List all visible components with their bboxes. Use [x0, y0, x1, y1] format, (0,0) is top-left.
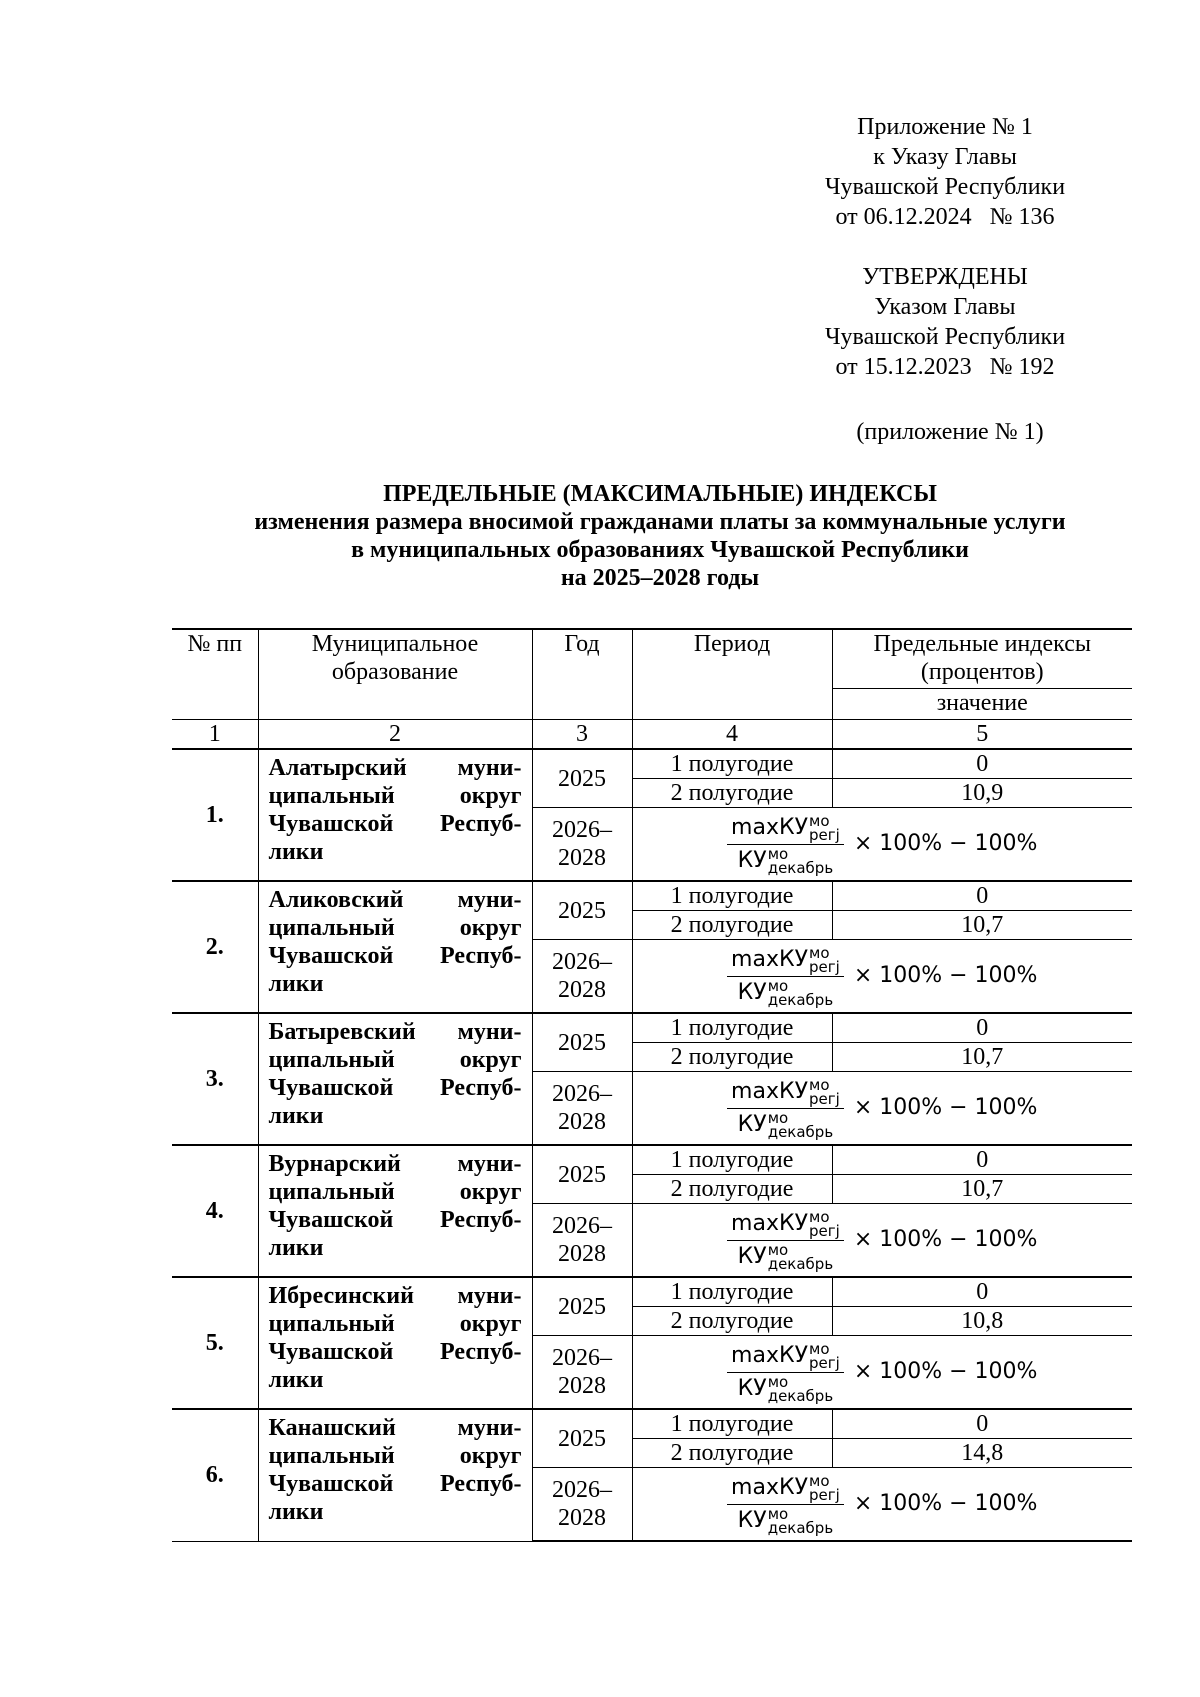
table-row — [172, 1145, 1132, 1175]
formula-cell — [632, 808, 1132, 882]
year-2025: 2025 — [532, 1013, 632, 1072]
formula-den-sup: мо — [767, 976, 789, 995]
index-formula — [727, 1204, 1037, 1276]
mo-name-line: Вурнарский муни- — [268, 1151, 522, 1177]
formula-denominator — [734, 1373, 838, 1403]
formula-num-base: maxКУ — [731, 946, 808, 972]
formula-num-sub: регj — [809, 1089, 840, 1108]
formula-num-base: maxКУ — [731, 814, 808, 840]
approval-line: от 06.12.2024 № 136 — [835, 204, 1055, 230]
indices-table — [172, 628, 1132, 1542]
formula-numerator — [727, 1471, 844, 1505]
title-line: на 2025–2028 годы — [560, 565, 760, 591]
table-row — [172, 1277, 1132, 1307]
formula-num-sub: регj — [809, 1221, 840, 1240]
row-number: 1. — [172, 749, 258, 881]
formula-numerator — [727, 1339, 844, 1373]
year-2025: 2025 — [532, 749, 632, 808]
year-2025: 2025 — [532, 1277, 632, 1336]
mo-name-line: Алатырский муни- — [268, 755, 522, 781]
formula-cell — [632, 1468, 1132, 1542]
row-number: 6. — [172, 1409, 258, 1541]
formula-numerator — [727, 1075, 844, 1109]
formula-denominator — [734, 1241, 838, 1271]
formula-den-sup: мо — [767, 1504, 789, 1523]
period-first-half: 1 полугодие — [632, 749, 832, 779]
formula-den-sub: декабрь — [767, 858, 834, 877]
municipality-name — [258, 749, 532, 881]
formula-denominator — [734, 845, 838, 875]
header-period: Период — [632, 629, 832, 720]
formula-num-sub: регj — [809, 825, 840, 844]
approval-line: от 15.12.2023 № 192 — [835, 354, 1055, 380]
value-second-half: 10,7 — [832, 911, 1132, 940]
formula-numerator — [727, 1207, 844, 1241]
period-second-half: 2 полугодие — [632, 1307, 832, 1336]
mo-name-line: Чувашской Респуб- — [268, 1075, 522, 1101]
table-row — [172, 1409, 1132, 1439]
formula-tail: × 100% − 100% — [853, 831, 1038, 856]
formula-num-sup: мо — [809, 811, 830, 830]
mo-name-line: ципальный округ — [268, 1311, 522, 1337]
value-second-half: 10,9 — [832, 779, 1132, 808]
formula-fraction — [727, 1075, 844, 1141]
period-first-half: 1 полугодие — [632, 1145, 832, 1175]
index-formula — [727, 808, 1037, 880]
mo-name-line: Чувашской Респуб- — [268, 943, 522, 969]
mo-name-line: Чувашской Респуб- — [268, 1207, 522, 1233]
value-second-half: 10,7 — [832, 1175, 1132, 1204]
col-number: 4 — [632, 720, 832, 750]
formula-den-sup: мо — [767, 1240, 789, 1259]
formula-den-base: КУ — [737, 1375, 767, 1401]
formula-cell — [632, 940, 1132, 1014]
year-range: 2026–2028 — [532, 940, 632, 1014]
value-second-half: 14,8 — [832, 1439, 1132, 1468]
mo-name-line: Чувашской Респуб- — [268, 1339, 522, 1365]
annex-reference: (приложение № 1) — [856, 419, 1044, 445]
formula-num-sub: регj — [809, 957, 840, 976]
mo-name-line: Ибресинский муни- — [268, 1283, 522, 1309]
mo-name-line: ципальный округ — [268, 783, 522, 809]
year-range: 2026–2028 — [532, 1204, 632, 1278]
index-formula — [727, 1336, 1037, 1408]
mo-name-line: Чувашской Респуб- — [268, 811, 522, 837]
formula-den-sub: декабрь — [767, 1518, 834, 1537]
value-second-half: 10,7 — [832, 1043, 1132, 1072]
value-first-half: 0 — [832, 1013, 1132, 1043]
mo-name-line: Батыревский муни- — [268, 1019, 522, 1045]
table-row — [172, 881, 1132, 911]
value-first-half: 0 — [832, 1277, 1132, 1307]
year-range: 2026–2028 — [532, 808, 632, 882]
formula-numerator — [727, 943, 844, 977]
mo-name-line: Аликовский муни- — [268, 887, 522, 913]
col-number: 2 — [258, 720, 532, 750]
formula-num-sup: мо — [809, 1207, 830, 1226]
header-limits: Предельные индексы (процентов) — [832, 629, 1132, 689]
mo-name-line: лики — [268, 971, 324, 997]
formula-denominator — [734, 1109, 838, 1139]
period-second-half: 2 полугодие — [632, 779, 832, 808]
mo-name-line: лики — [268, 1235, 324, 1261]
formula-fraction — [727, 1339, 844, 1405]
value-first-half: 0 — [832, 1145, 1132, 1175]
row-number: 5. — [172, 1277, 258, 1409]
mo-name-line: ципальный округ — [268, 1179, 522, 1205]
formula-cell — [632, 1072, 1132, 1146]
period-first-half: 1 полугодие — [632, 1409, 832, 1439]
header-mo: Муниципальное образование — [258, 629, 532, 720]
mo-name-line: Канашский муни- — [268, 1415, 522, 1441]
document-title — [170, 480, 1150, 592]
formula-tail: × 100% − 100% — [853, 963, 1038, 988]
formula-tail: × 100% − 100% — [853, 1227, 1038, 1252]
formula-tail: × 100% − 100% — [853, 1095, 1038, 1120]
value-first-half: 0 — [832, 749, 1132, 779]
formula-den-sup: мо — [767, 1372, 789, 1391]
col-number: 3 — [532, 720, 632, 750]
period-first-half: 1 полугодие — [632, 1277, 832, 1307]
formula-num-sup: мо — [809, 1471, 830, 1490]
approval-line: Чувашской Республики — [824, 324, 1066, 350]
period-first-half: 1 полугодие — [632, 1013, 832, 1043]
formula-den-sub: декабрь — [767, 990, 834, 1009]
mo-name-line: Чувашской Респуб- — [268, 1471, 522, 1497]
row-number: 4. — [172, 1145, 258, 1277]
formula-cell — [632, 1336, 1132, 1410]
header-value: значение — [832, 689, 1132, 720]
formula-num-sub: регj — [809, 1485, 840, 1504]
index-formula — [727, 1468, 1037, 1540]
year-2025: 2025 — [532, 881, 632, 940]
row-number: 2. — [172, 881, 258, 1013]
formula-fraction — [727, 943, 844, 1009]
year-2025: 2025 — [532, 1409, 632, 1468]
period-second-half: 2 полугодие — [632, 911, 832, 940]
index-formula — [727, 940, 1037, 1012]
value-first-half: 0 — [832, 881, 1132, 911]
formula-den-base: КУ — [737, 1243, 767, 1269]
formula-num-base: maxКУ — [731, 1210, 808, 1236]
formula-fraction — [727, 1471, 844, 1537]
formula-den-base: КУ — [737, 979, 767, 1005]
formula-den-sub: декабрь — [767, 1254, 834, 1273]
approval-line: УТВЕРЖДЕНЫ — [862, 264, 1028, 290]
year-range: 2026–2028 — [532, 1468, 632, 1542]
table-row — [172, 1013, 1132, 1043]
formula-num-sup: мо — [809, 943, 830, 962]
mo-name-line: ципальный округ — [268, 1443, 522, 1469]
mo-name-line: ципальный округ — [268, 1047, 522, 1073]
title-line: изменения размера вносимой гражданами платы за коммунальные услуги — [254, 509, 1066, 535]
col-number: 1 — [172, 720, 258, 750]
formula-den-base: КУ — [737, 847, 767, 873]
row-number: 3. — [172, 1013, 258, 1145]
period-second-half: 2 полугодие — [632, 1043, 832, 1072]
period-second-half: 2 полугодие — [632, 1439, 832, 1468]
formula-cell — [632, 1204, 1132, 1278]
formula-num-base: maxКУ — [731, 1474, 808, 1500]
mo-name-line: лики — [268, 1367, 324, 1393]
approval-line: к Указу Главы — [873, 144, 1017, 170]
header-year: Год — [532, 629, 632, 720]
col-number: 5 — [832, 720, 1132, 750]
formula-den-sub: декабрь — [767, 1122, 834, 1141]
municipality-name — [258, 881, 532, 1013]
value-first-half: 0 — [832, 1409, 1132, 1439]
header-num: № пп — [172, 629, 258, 720]
formula-tail: × 100% − 100% — [853, 1491, 1038, 1516]
year-2025: 2025 — [532, 1145, 632, 1204]
title-line: ПРЕДЕЛЬНЫЕ (МАКСИМАЛЬНЫЕ) ИНДЕКСЫ — [383, 481, 937, 507]
period-first-half: 1 полугодие — [632, 881, 832, 911]
formula-num-sup: мо — [809, 1075, 830, 1094]
index-formula — [727, 1072, 1037, 1144]
formula-den-base: КУ — [737, 1111, 767, 1137]
municipality-name — [258, 1409, 532, 1541]
year-range: 2026–2028 — [532, 1336, 632, 1410]
municipality-name — [258, 1277, 532, 1409]
formula-num-sub: регj — [809, 1353, 840, 1372]
formula-numerator — [727, 811, 844, 845]
period-second-half: 2 полугодие — [632, 1175, 832, 1204]
approval-line: Чувашской Республики — [824, 174, 1066, 200]
formula-den-sup: мо — [767, 844, 789, 863]
mo-name-line: лики — [268, 1499, 324, 1525]
approval-line: Указом Главы — [874, 294, 1016, 320]
municipality-name — [258, 1013, 532, 1145]
table-row — [172, 749, 1132, 779]
title-line: в муниципальных образованиях Чувашской Республики — [351, 537, 969, 563]
municipality-name — [258, 1145, 532, 1277]
formula-denominator — [734, 1505, 838, 1535]
value-second-half: 10,8 — [832, 1307, 1132, 1336]
formula-num-sup: мо — [809, 1339, 830, 1358]
formula-num-base: maxКУ — [731, 1078, 808, 1104]
mo-name-line: лики — [268, 1103, 324, 1129]
formula-num-base: maxКУ — [731, 1342, 808, 1368]
formula-fraction — [727, 1207, 844, 1273]
mo-name-line: лики — [268, 839, 324, 865]
year-range: 2026–2028 — [532, 1072, 632, 1146]
approval-block — [790, 112, 1100, 382]
formula-fraction — [727, 811, 844, 877]
approval-line: Приложение № 1 — [857, 114, 1033, 140]
formula-denominator — [734, 977, 838, 1007]
formula-tail: × 100% − 100% — [853, 1359, 1038, 1384]
formula-den-sup: мо — [767, 1108, 789, 1127]
formula-den-sub: декабрь — [767, 1386, 834, 1405]
mo-name-line: ципальный округ — [268, 915, 522, 941]
formula-den-base: КУ — [737, 1507, 767, 1533]
